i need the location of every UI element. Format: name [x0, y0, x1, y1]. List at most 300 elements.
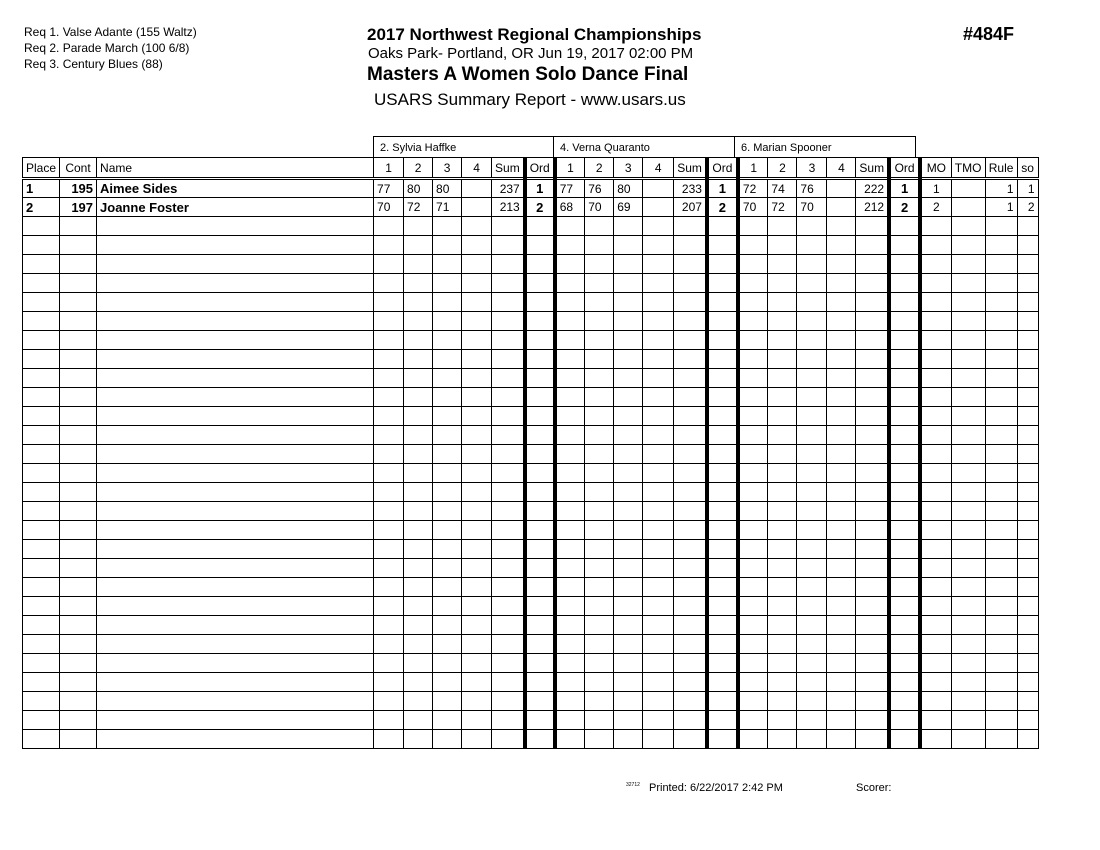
empty-cell: [1017, 578, 1038, 597]
empty-cell: [643, 369, 674, 388]
empty-row: [23, 464, 1039, 483]
empty-cell: [856, 350, 889, 369]
empty-cell: [462, 369, 492, 388]
requirement-3: Req 3. Century Blues (88): [24, 57, 163, 71]
empty-cell: [738, 388, 768, 407]
empty-cell: [920, 483, 951, 502]
judge3-s3-cell: 76: [797, 179, 827, 198]
empty-cell: [525, 407, 555, 426]
empty-cell: [374, 407, 404, 426]
empty-cell: [827, 616, 856, 635]
requirement-1: Req 1. Valse Adante (155 Waltz): [24, 25, 197, 39]
empty-cell: [674, 426, 707, 445]
empty-cell: [827, 426, 856, 445]
empty-cell: [462, 483, 492, 502]
empty-row: [23, 730, 1039, 749]
empty-cell: [889, 293, 920, 312]
empty-cell: [674, 521, 707, 540]
empty-cell: [585, 388, 614, 407]
empty-cell: [585, 274, 614, 293]
empty-cell: [585, 711, 614, 730]
empty-cell: [585, 559, 614, 578]
empty-cell: [856, 369, 889, 388]
empty-cell: [1017, 502, 1038, 521]
empty-cell: [60, 597, 97, 616]
empty-row: [23, 217, 1039, 236]
empty-cell: [985, 407, 1017, 426]
col-j1-sum: Sum: [492, 158, 525, 179]
empty-cell: [555, 483, 585, 502]
empty-cell: [738, 426, 768, 445]
empty-cell: [768, 540, 797, 559]
empty-cell: [856, 426, 889, 445]
empty-cell: [1017, 616, 1038, 635]
empty-row: [23, 274, 1039, 293]
empty-cell: [827, 331, 856, 350]
empty-cell: [889, 711, 920, 730]
empty-cell: [462, 730, 492, 749]
empty-cell: [404, 388, 433, 407]
empty-cell: [492, 711, 525, 730]
empty-cell: [643, 730, 674, 749]
empty-cell: [768, 578, 797, 597]
col-j2-s4: 4: [643, 158, 674, 179]
empty-cell: [768, 217, 797, 236]
empty-cell: [827, 369, 856, 388]
empty-cell: [614, 616, 643, 635]
empty-cell: [707, 673, 738, 692]
empty-cell: [433, 654, 462, 673]
empty-cell: [920, 255, 951, 274]
empty-cell: [920, 312, 951, 331]
judge2-s4-cell: [643, 179, 674, 198]
empty-cell: [555, 312, 585, 331]
empty-cell: [60, 521, 97, 540]
empty-row: [23, 350, 1039, 369]
empty-cell: [525, 692, 555, 711]
empty-cell: [374, 445, 404, 464]
col-j1-s3: 3: [433, 158, 462, 179]
empty-cell: [738, 730, 768, 749]
empty-cell: [856, 521, 889, 540]
empty-cell: [492, 293, 525, 312]
empty-cell: [920, 616, 951, 635]
empty-cell: [525, 502, 555, 521]
empty-cell: [23, 293, 60, 312]
empty-cell: [614, 407, 643, 426]
col-j1-s4: 4: [462, 158, 492, 179]
empty-cell: [614, 426, 643, 445]
empty-cell: [643, 255, 674, 274]
empty-cell: [951, 312, 985, 331]
empty-cell: [738, 711, 768, 730]
empty-cell: [433, 692, 462, 711]
empty-cell: [738, 673, 768, 692]
empty-cell: [827, 711, 856, 730]
empty-cell: [768, 293, 797, 312]
empty-cell: [614, 730, 643, 749]
empty-cell: [738, 559, 768, 578]
empty-cell: [374, 502, 404, 521]
empty-cell: [827, 559, 856, 578]
empty-cell: [97, 464, 374, 483]
empty-cell: [23, 654, 60, 673]
empty-cell: [404, 692, 433, 711]
mo-cell: 2: [920, 198, 951, 217]
empty-cell: [674, 312, 707, 331]
empty-cell: [738, 464, 768, 483]
empty-cell: [97, 255, 374, 274]
empty-cell: [707, 502, 738, 521]
empty-cell: [707, 540, 738, 559]
empty-cell: [797, 388, 827, 407]
empty-cell: [23, 578, 60, 597]
judge-header-3: 6. Marian Spooner: [734, 136, 916, 157]
empty-row: [23, 540, 1039, 559]
empty-cell: [555, 407, 585, 426]
empty-cell: [23, 635, 60, 654]
empty-cell: [707, 730, 738, 749]
empty-cell: [433, 445, 462, 464]
empty-cell: [707, 369, 738, 388]
event-title: Masters A Women Solo Dance Final: [367, 64, 689, 85]
empty-cell: [768, 616, 797, 635]
empty-row: [23, 597, 1039, 616]
empty-cell: [525, 597, 555, 616]
empty-cell: [797, 369, 827, 388]
empty-cell: [404, 331, 433, 350]
empty-cell: [1017, 369, 1038, 388]
empty-cell: [856, 673, 889, 692]
judge2-s1-cell: 77: [555, 179, 585, 198]
empty-cell: [920, 521, 951, 540]
empty-cell: [856, 217, 889, 236]
empty-cell: [1017, 654, 1038, 673]
footer-code: 32712: [626, 782, 640, 788]
empty-row: [23, 445, 1039, 464]
empty-cell: [1017, 350, 1038, 369]
empty-cell: [614, 274, 643, 293]
empty-cell: [585, 502, 614, 521]
empty-cell: [404, 559, 433, 578]
empty-cell: [1017, 407, 1038, 426]
empty-cell: [797, 350, 827, 369]
empty-cell: [404, 483, 433, 502]
empty-cell: [555, 692, 585, 711]
empty-cell: [374, 293, 404, 312]
empty-cell: [707, 350, 738, 369]
empty-cell: [585, 654, 614, 673]
empty-cell: [97, 426, 374, 445]
empty-cell: [856, 483, 889, 502]
empty-cell: [433, 578, 462, 597]
empty-cell: [920, 236, 951, 255]
empty-cell: [920, 388, 951, 407]
empty-cell: [827, 407, 856, 426]
empty-cell: [827, 236, 856, 255]
empty-cell: [374, 635, 404, 654]
empty-cell: [856, 445, 889, 464]
empty-cell: [614, 331, 643, 350]
empty-cell: [827, 673, 856, 692]
empty-cell: [797, 521, 827, 540]
empty-cell: [643, 635, 674, 654]
empty-cell: [856, 312, 889, 331]
empty-cell: [797, 540, 827, 559]
empty-cell: [707, 274, 738, 293]
empty-cell: [674, 559, 707, 578]
empty-cell: [827, 274, 856, 293]
empty-cell: [555, 635, 585, 654]
empty-cell: [951, 274, 985, 293]
empty-cell: [462, 578, 492, 597]
empty-cell: [643, 388, 674, 407]
empty-cell: [492, 578, 525, 597]
empty-cell: [525, 483, 555, 502]
empty-cell: [797, 654, 827, 673]
empty-cell: [768, 711, 797, 730]
empty-cell: [60, 540, 97, 559]
empty-cell: [462, 540, 492, 559]
empty-cell: [433, 616, 462, 635]
empty-cell: [525, 711, 555, 730]
col-j2-ord: Ord: [707, 158, 738, 179]
empty-cell: [614, 312, 643, 331]
scorer-label: Scorer:: [856, 782, 892, 794]
empty-cell: [674, 730, 707, 749]
empty-cell: [920, 331, 951, 350]
empty-cell: [797, 578, 827, 597]
empty-cell: [827, 312, 856, 331]
results-table: [22, 157, 1039, 749]
empty-cell: [585, 445, 614, 464]
empty-cell: [492, 331, 525, 350]
col-j3-s4: 4: [827, 158, 856, 179]
empty-cell: [555, 711, 585, 730]
rule-cell: 1: [985, 179, 1017, 198]
col-j1-s2: 2: [404, 158, 433, 179]
empty-cell: [374, 217, 404, 236]
judge2-s3-cell: 80: [614, 179, 643, 198]
empty-cell: [23, 388, 60, 407]
judge1-sum-cell: 213: [492, 198, 525, 217]
empty-cell: [643, 426, 674, 445]
empty-cell: [768, 369, 797, 388]
empty-cell: [951, 293, 985, 312]
empty-cell: [585, 673, 614, 692]
empty-cell: [585, 255, 614, 274]
empty-cell: [985, 654, 1017, 673]
empty-cell: [643, 483, 674, 502]
empty-cell: [985, 217, 1017, 236]
judge2-ord-cell: 2: [707, 198, 738, 217]
empty-cell: [797, 236, 827, 255]
empty-cell: [614, 540, 643, 559]
empty-cell: [1017, 426, 1038, 445]
empty-cell: [920, 578, 951, 597]
empty-cell: [374, 559, 404, 578]
empty-cell: [462, 407, 492, 426]
empty-cell: [768, 483, 797, 502]
empty-cell: [797, 616, 827, 635]
empty-cell: [920, 350, 951, 369]
empty-cell: [97, 654, 374, 673]
judge2-s2-cell: 70: [585, 198, 614, 217]
empty-cell: [643, 293, 674, 312]
empty-row: [23, 407, 1039, 426]
empty-cell: [525, 217, 555, 236]
empty-cell: [1017, 464, 1038, 483]
empty-cell: [889, 521, 920, 540]
col-name: Name: [97, 158, 374, 179]
empty-cell: [674, 274, 707, 293]
empty-cell: [60, 426, 97, 445]
empty-cell: [856, 616, 889, 635]
empty-cell: [827, 578, 856, 597]
empty-cell: [856, 540, 889, 559]
judge2-ord-cell: 1: [707, 179, 738, 198]
empty-cell: [23, 559, 60, 578]
empty-cell: [856, 635, 889, 654]
empty-cell: [97, 350, 374, 369]
empty-cell: [374, 274, 404, 293]
empty-cell: [985, 521, 1017, 540]
empty-cell: [585, 407, 614, 426]
empty-cell: [462, 692, 492, 711]
empty-cell: [920, 654, 951, 673]
empty-cell: [97, 388, 374, 407]
empty-cell: [492, 369, 525, 388]
empty-cell: [738, 217, 768, 236]
empty-cell: [768, 255, 797, 274]
empty-cell: [97, 635, 374, 654]
empty-cell: [374, 331, 404, 350]
empty-cell: [462, 217, 492, 236]
empty-cell: [827, 388, 856, 407]
empty-cell: [738, 502, 768, 521]
empty-cell: [827, 445, 856, 464]
empty-cell: [492, 483, 525, 502]
empty-cell: [951, 597, 985, 616]
empty-row: [23, 711, 1039, 730]
empty-cell: [1017, 521, 1038, 540]
empty-cell: [827, 597, 856, 616]
empty-cell: [433, 464, 462, 483]
empty-cell: [433, 407, 462, 426]
empty-cell: [827, 464, 856, 483]
empty-cell: [920, 597, 951, 616]
empty-cell: [985, 673, 1017, 692]
empty-row: [23, 559, 1039, 578]
empty-cell: [462, 445, 492, 464]
empty-cell: [951, 483, 985, 502]
empty-cell: [404, 274, 433, 293]
empty-cell: [492, 654, 525, 673]
empty-cell: [738, 445, 768, 464]
empty-row: [23, 502, 1039, 521]
empty-cell: [492, 445, 525, 464]
empty-cell: [433, 331, 462, 350]
empty-row: [23, 616, 1039, 635]
judge2-sum-cell: 207: [674, 198, 707, 217]
empty-cell: [797, 293, 827, 312]
judge1-s1-cell: 70: [374, 198, 404, 217]
empty-cell: [738, 407, 768, 426]
empty-cell: [951, 578, 985, 597]
empty-cell: [738, 521, 768, 540]
empty-cell: [856, 464, 889, 483]
empty-cell: [585, 616, 614, 635]
empty-cell: [462, 673, 492, 692]
empty-cell: [23, 312, 60, 331]
empty-cell: [585, 350, 614, 369]
empty-cell: [827, 635, 856, 654]
empty-cell: [60, 673, 97, 692]
empty-cell: [555, 445, 585, 464]
empty-cell: [856, 692, 889, 711]
so-cell: 2: [1017, 198, 1038, 217]
empty-cell: [856, 730, 889, 749]
empty-cell: [674, 255, 707, 274]
judge3-s4-cell: [827, 198, 856, 217]
rule-cell: 1: [985, 198, 1017, 217]
empty-cell: [985, 540, 1017, 559]
empty-cell: [985, 578, 1017, 597]
empty-cell: [374, 350, 404, 369]
empty-cell: [525, 369, 555, 388]
tmo-cell: [951, 198, 985, 217]
empty-row: [23, 293, 1039, 312]
empty-row: [23, 692, 1039, 711]
empty-cell: [404, 236, 433, 255]
empty-cell: [614, 217, 643, 236]
empty-cell: [60, 312, 97, 331]
empty-cell: [985, 255, 1017, 274]
empty-cell: [585, 236, 614, 255]
empty-cell: [951, 350, 985, 369]
empty-cell: [797, 502, 827, 521]
empty-cell: [827, 293, 856, 312]
empty-cell: [889, 692, 920, 711]
judge2-s1-cell: 68: [555, 198, 585, 217]
empty-row: [23, 654, 1039, 673]
cont-cell: 195: [60, 179, 97, 198]
empty-cell: [525, 730, 555, 749]
empty-cell: [585, 635, 614, 654]
empty-cell: [707, 312, 738, 331]
cont-cell: 197: [60, 198, 97, 217]
empty-cell: [97, 293, 374, 312]
empty-cell: [674, 369, 707, 388]
empty-cell: [404, 521, 433, 540]
empty-cell: [951, 331, 985, 350]
empty-cell: [404, 255, 433, 274]
empty-cell: [404, 616, 433, 635]
empty-cell: [768, 502, 797, 521]
empty-cell: [985, 426, 1017, 445]
empty-cell: [492, 255, 525, 274]
empty-cell: [827, 730, 856, 749]
empty-cell: [674, 692, 707, 711]
empty-cell: [404, 578, 433, 597]
col-j3-sum: Sum: [856, 158, 889, 179]
empty-cell: [585, 483, 614, 502]
empty-cell: [738, 331, 768, 350]
empty-cell: [404, 217, 433, 236]
empty-cell: [768, 426, 797, 445]
empty-cell: [614, 388, 643, 407]
empty-row: [23, 673, 1039, 692]
